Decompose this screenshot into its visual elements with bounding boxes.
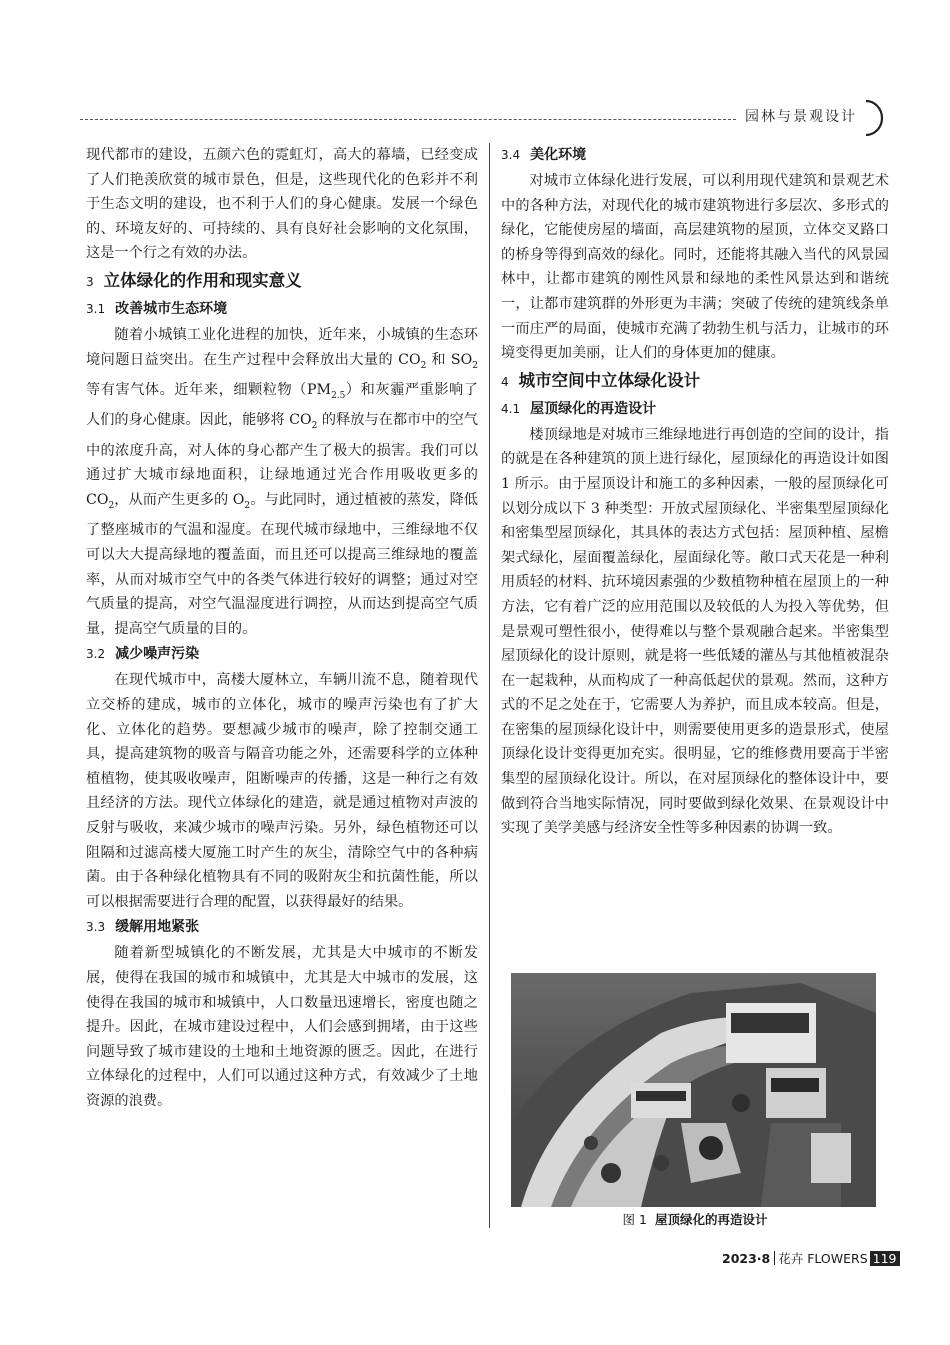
issue-label: 2023·8 [722,1250,771,1266]
section-3-heading: 3 立体绿化的作用和现实意义 [86,270,302,290]
paragraph-intro: 现代都市的建设，五颜六色的霓虹灯，高大的幕墙，已经变成了人们艳羡欣赏的城市景色，但是，这些现代化的色彩并不利于生态文明的建设，也不利于人们的身心健康。发展一个绿色的、环境友好的、可持续的、具有良好社会影响的文化氛围，这是一个行之有效的办法。 [86,147,478,262]
section-4-1-heading: 4.1 屋顶绿化的再造设计 [501,400,657,417]
magazine-name: 花卉 FLOWERS [778,1251,868,1266]
rooftop-garden-image [511,973,876,1207]
left-column [86,143,478,1114]
section-label: 园林与景观设计 [745,109,857,125]
paragraph-3-3: 随着新型城镇化的不断发展，尤其是大中城市的不断发展，使得在我国的城市和城镇中，尤其是大中城市的发展，这使得在我国的城市和城镇中，人口数量迅速增长，密度也随之提升。因此，在城市建设过程中，人们会感到拥堵，由于这些问题导致了城市建设的土地和土地资源的匮乏。因此，在进行立体绿化的过程中，人们可以通过这种方式，有效减少了土地资源的浪费。 [86,945,478,1109]
figure-caption: 图 1 屋顶绿化的再造设计 [622,1212,768,1227]
header-rule [80,119,736,120]
figure-rooftop-photo [511,973,876,1207]
section-3-1-heading: 3.1 改善城市生态环境 [86,300,228,317]
paragraph-4-1: 楼顶绿地是对城市三维绿地进行再创造的空间的设计，指的就是在各种建筑的顶上进行绿化，屋顶绿化的再造设计如图 1 所示。由于屋顶设计和施工的多种因素，一般的屋顶绿化可以划分成以下 3 种类型：开放式屋顶绿化、半密集型屋顶绿化和密集型屋顶绿化，其具体的表达方式包括：屋顶种植、屋檐架式绿化，屋面覆盖绿化，屋面绿化等。敞口式天花是一种利用质轻的材料、抗环境因素强的少数植物种植在屋顶上的一种方法，它有着广泛的应用范围以及较低的人为投入等优势，但是景观可塑性很小，使得难以与整个景观融合起来。半密集型屋顶绿化的设计原则，就是将一些低矮的灌丛与其他植被混杂在一起栽种，从而构成了一种高低起伏的景观。然而，这种方式的不足之处在于，它需要人为养护，而且成本较高。但是，在密集的屋顶绿化设计中，则需要使用更多的造景形式，使屋顶绿化设计变得更加充实。很明显，它的维修费用要高于半密集型的屋顶绿化设计。所以，在对屋顶绿化的整体设计中，要做到符合当地实际情况，同时要做到绿化效果、在景观设计中实现了美学美感与经济安全性等多种因素的协调一致。 [501,426,889,837]
page-footer [722,1249,900,1267]
section-4-heading: 4 城市空间中立体绿化设计 [501,370,701,390]
header-arc-icon [862,98,892,138]
section-3-2-heading: 3.2 减少噪声污染 [86,646,200,663]
column-divider [489,143,490,1228]
paragraph-3-1: 随着小城镇工业化进程的加快，近年来，小城镇的生态环境问题日益突出。在生产过程中会释放出大量的 $CO_2$ 和 $SO_2$ 等有害气体。近年来，细颗粒物$(PM_{2.5})$和灰霾严重影响了人们的身心健康。因此，能够将 $CO_2$ 的释放与在都市中的空气中的浓度升高，对人体的身心都产生了极大的损害。我们可以通过扩大城市绿地面积，让绿地通过光合作用吸收更多的 $CO_2$，从而产生更多的 $O_2$。与此同时，通过植被的蒸发，降低了整座城市的气温和湿度。在现代城市绿地中，三维绿地不仅可以大大提高绿地的覆盖面，而且还可以提高三维绿地的覆盖率，从而对城市空气中的各类气体进行较好的调整；通过对空气质量的提高，对空气温湿度进行调控，从而达到提高空气质量，提高空气质量的目的。 [86,326,478,637]
page-number: 119 [870,1251,900,1266]
footer-divider [774,1251,775,1265]
paragraph-3-4: 对城市立体绿化进行发展，可以利用现代建筑和景观艺术中的各种方法，对现代化的城市建筑物进行多层次、多形式的绿化，它能使房屋的墙面，高层建筑物的屋顶，立体交叉路口的桥身等得到高效的绿化。同时，还能将其融入当代的风景园林中，让都市建筑的刚性风景和绿地的柔性风景达到和谐统一，让都市建筑群的外形更为丰满；突破了传统的建筑线条单一而庄严的局面，使城市充满了勃勃生机与活力，让城市的环境变得更加美丽，让人们的身体更加的健康。 [501,173,889,362]
paragraph-3-2: 在现代城市中，高楼大厦林立，车辆川流不息，随着现代立交桥的建成，城市的立体化，城市的噪声污染也有了扩大化、立体化的趋势。要想减少城市的噪声，除了控制交通工具，提高建筑物的吸音与隔音功能之外，还需要科学的立体种植植物，使其吸收噪声，阻断噪声的传播，这是一种行之有效且经济的方法。现代立体绿化的建造，就是通过植物对声波的反射与吸收，来减少城市的噪声污染。另外，绿色植物还可以阻隔和过滤高楼大厦施工时产生的灰尘，清除空气中的各种病菌。由于各种绿化植物具有不同的吸附灰尘和抗菌性能，所以可以根据需要进行合理的配置，以获得最好的结果。 [86,672,478,910]
section-3-4-heading: 3.4 美化环境 [501,147,587,163]
section-3-3-heading: 3.3 缓解用地紧张 [86,919,200,936]
right-column [501,143,889,841]
